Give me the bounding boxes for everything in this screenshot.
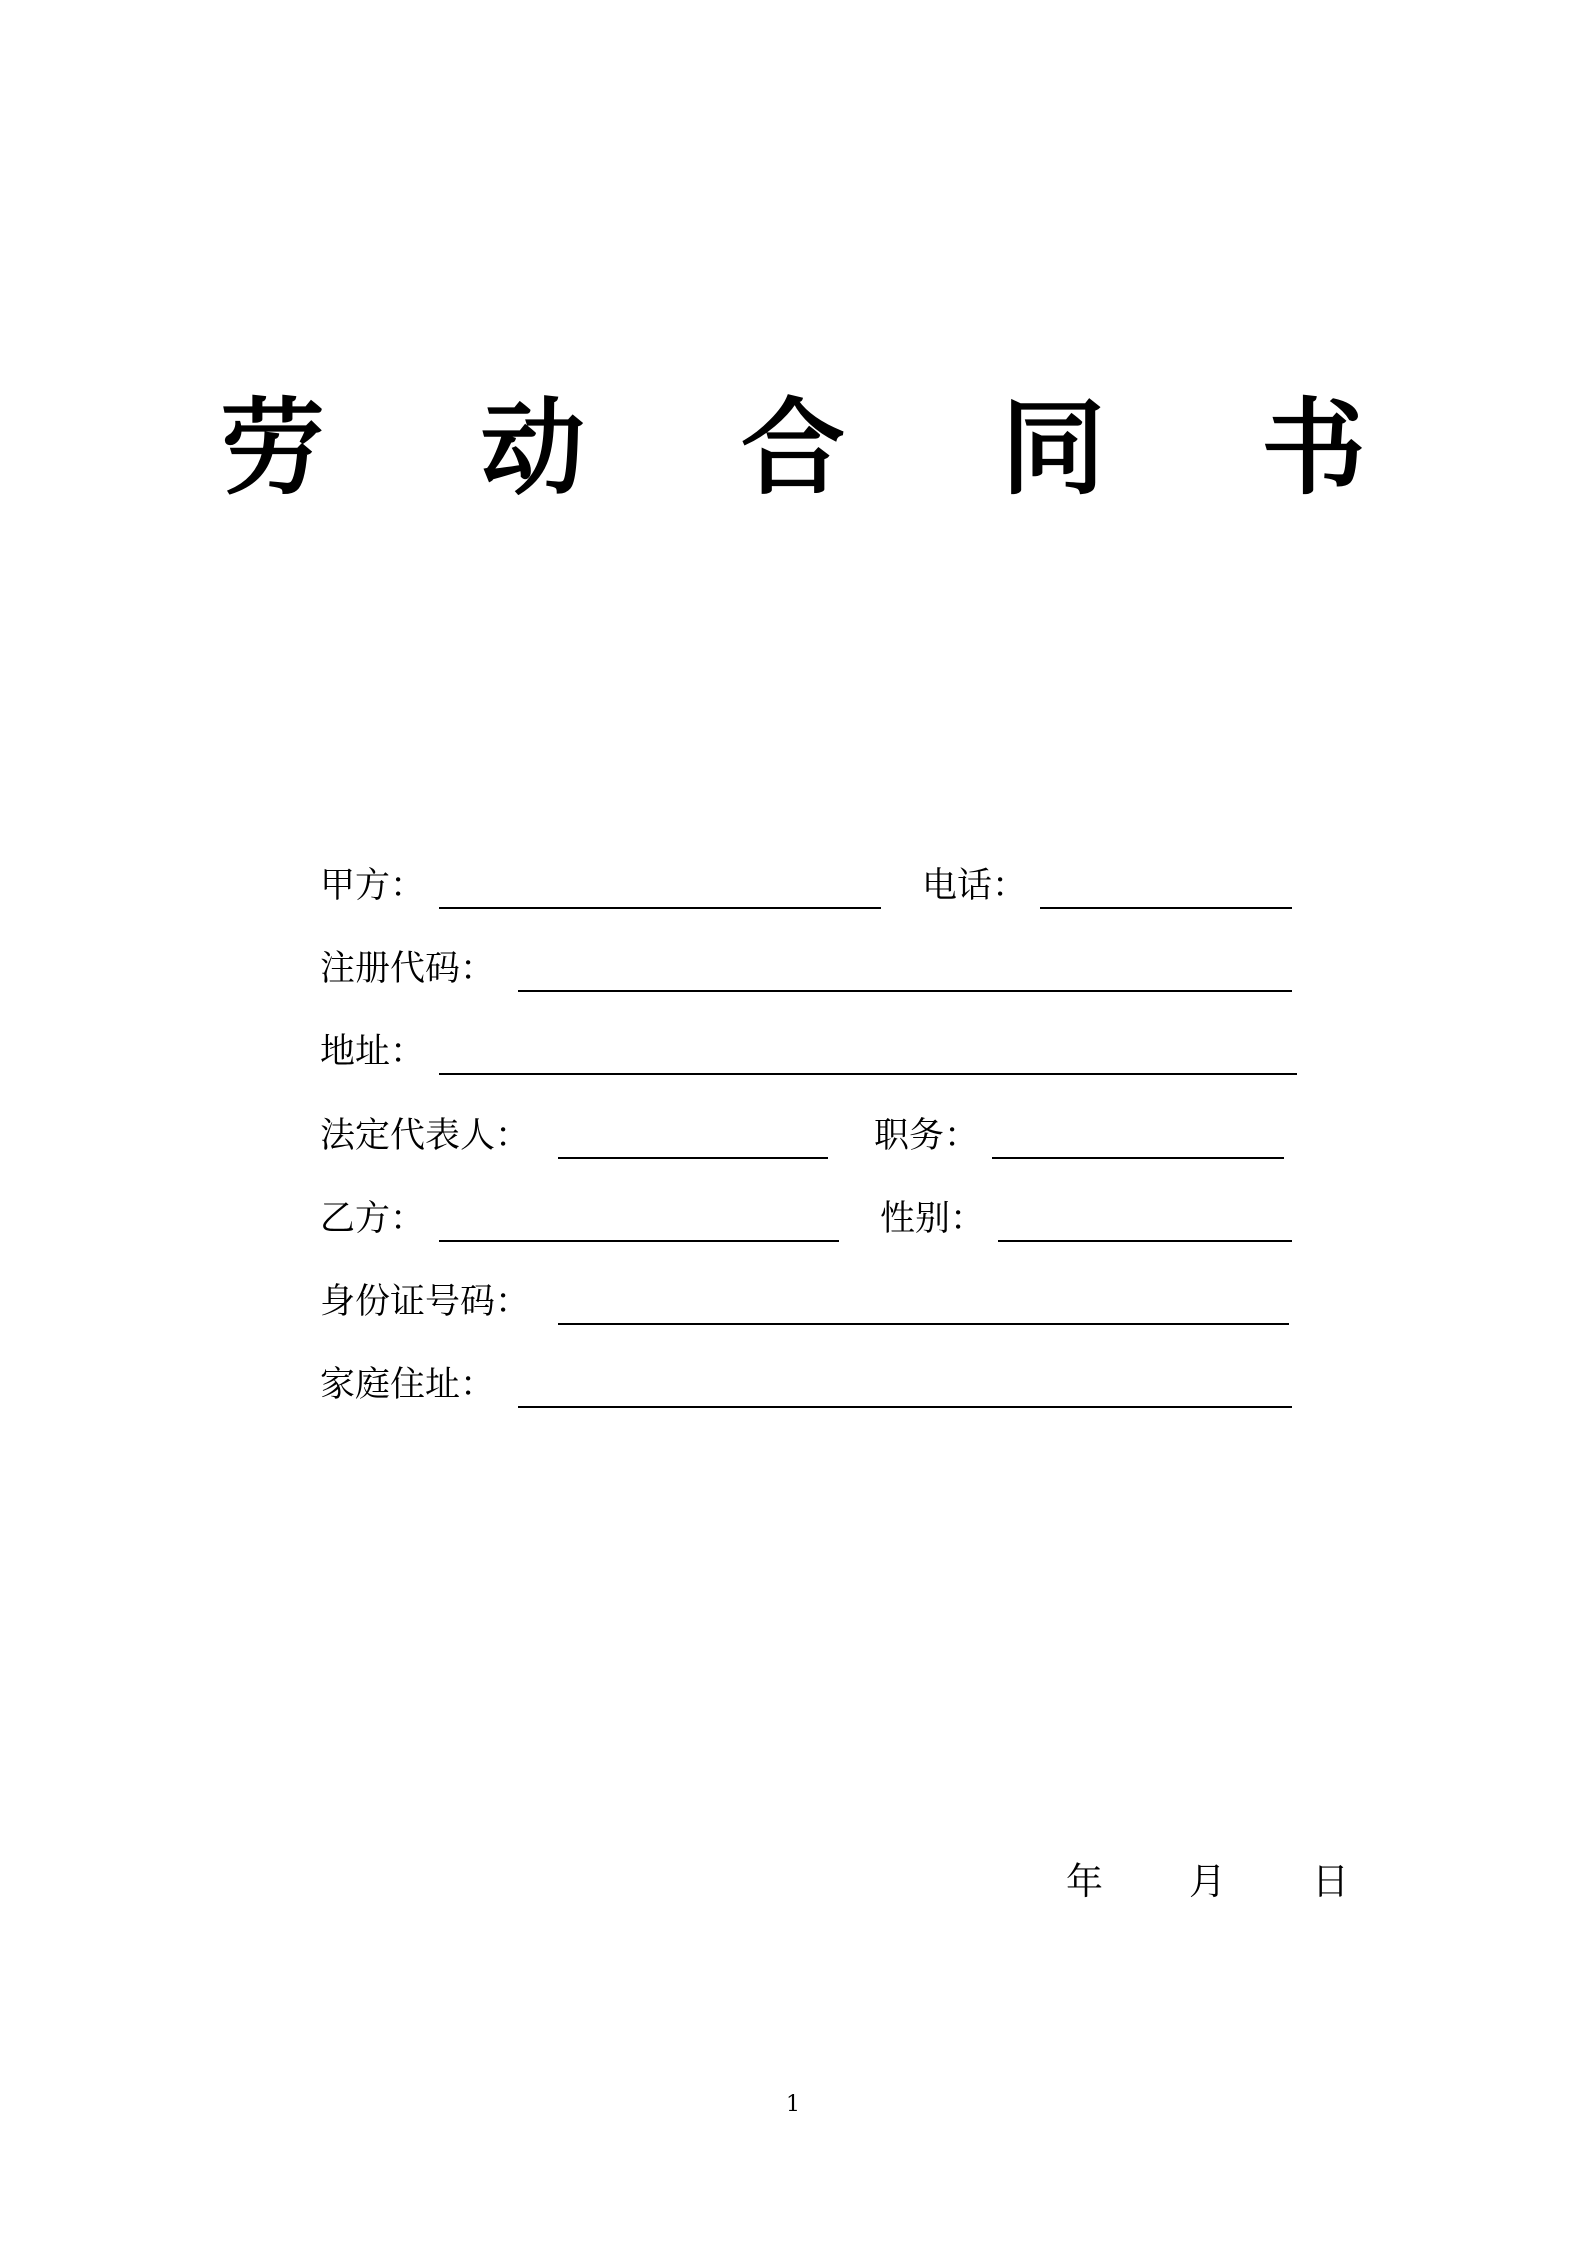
gender-field[interactable] [998, 1240, 1292, 1242]
reg-code-field[interactable] [518, 990, 1292, 992]
id-number-field[interactable] [558, 1323, 1289, 1325]
party-a-field[interactable] [439, 907, 881, 909]
gender-label: 性别： [880, 1199, 986, 1239]
legal-rep-label: 法定代表人： [320, 1116, 531, 1156]
party-b-field[interactable] [439, 1240, 839, 1242]
date-year: 年 [1066, 1860, 1103, 1903]
id-number-label: 身份证号码： [320, 1282, 531, 1322]
id-number-row [0, 1276, 1586, 1336]
party-b-label: 乙方： [320, 1199, 426, 1239]
position-label: 职务： [874, 1116, 980, 1156]
position-field[interactable] [992, 1157, 1284, 1159]
reg-code-label: 注册代码： [320, 949, 496, 989]
legal-rep-field[interactable] [558, 1157, 828, 1159]
party-b-row [0, 1193, 1586, 1253]
home-address-label: 家庭住址： [320, 1365, 496, 1405]
reg-code-row [0, 943, 1586, 1003]
address-row [0, 1026, 1586, 1086]
party-a-row [0, 860, 1586, 920]
document-title: 劳 动 合 同 书 [220, 386, 1426, 509]
address-field[interactable] [439, 1073, 1297, 1075]
home-address-row [0, 1359, 1586, 1419]
date-day: 日 [1312, 1860, 1349, 1903]
date-month: 月 [1189, 1860, 1226, 1903]
legal-rep-row [0, 1110, 1586, 1170]
phone-label: 电话： [922, 866, 1028, 906]
address-label: 地址： [320, 1032, 426, 1072]
home-address-field[interactable] [518, 1406, 1292, 1408]
party-a-label: 甲方： [320, 866, 426, 906]
page-number: 1 [786, 2092, 800, 2117]
phone-field[interactable] [1040, 907, 1292, 909]
